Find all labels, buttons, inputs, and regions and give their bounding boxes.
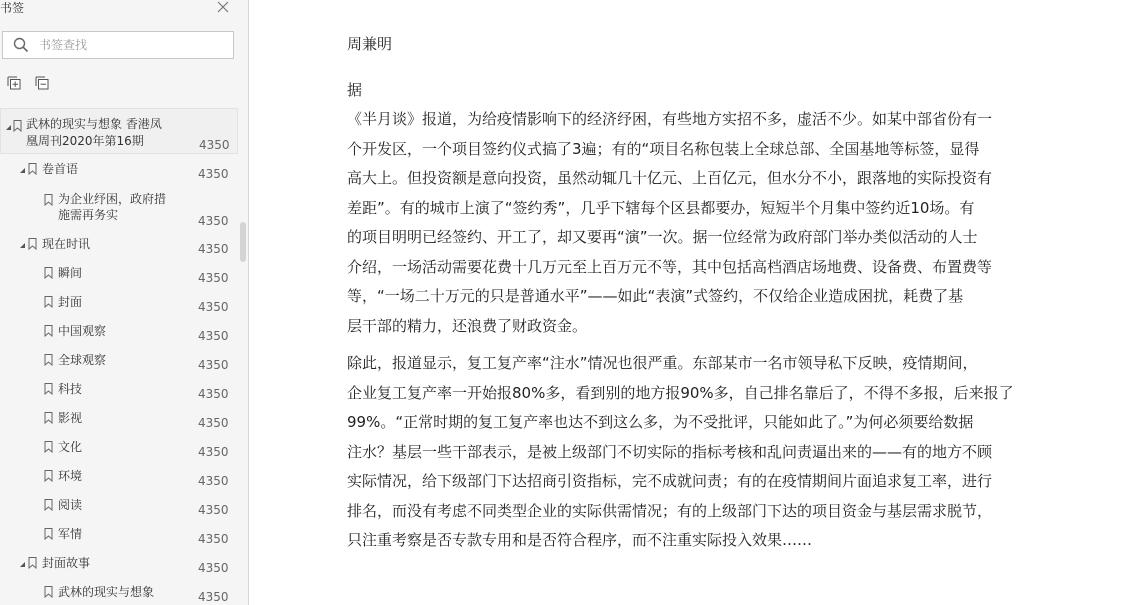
bookmark-item-cover-story[interactable] [0, 554, 238, 576]
bookmark-page-number: 4350 [198, 300, 229, 314]
bookmark-label: 封面故事 [42, 556, 91, 570]
bookmark-page-number: 4350 [198, 532, 229, 546]
bookmark-icon [44, 499, 53, 511]
bookmark-label: 瞬间 [58, 266, 83, 280]
expanded-arrow-icon[interactable] [4, 123, 12, 131]
bookmark-label: 影视 [58, 411, 83, 425]
bookmark-page-number: 4350 [198, 445, 229, 459]
bookmark-page-number: 4350 [198, 167, 229, 181]
bookmark-page-number: 4350 [198, 271, 229, 285]
bookmark-label: 环境 [58, 469, 83, 483]
bookmark-label: 封面 [58, 295, 83, 309]
bookmark-page-number: 4350 [198, 561, 229, 575]
bookmark-page-number: 4350 [198, 387, 229, 401]
bookmark-item-culture[interactable] [0, 438, 238, 460]
bookmark-icon [44, 194, 53, 206]
text-line: 注水？基层一些干部表示，是被上级部门不切实际的指标考核和乱问责逼出来的——有的地方不顾 [347, 442, 993, 461]
text-line: 99%。“正常时期的复工复产率也达不到这么多，为不受批评，只能如此了。”为何必须要给数据 [347, 413, 974, 431]
bookmark-panel [0, 0, 249, 605]
bookmark-icon [44, 470, 53, 482]
bookmark-icon [44, 441, 53, 453]
bookmark-item-moment[interactable] [0, 264, 238, 286]
bookmark-label: 全球观察 [58, 353, 107, 367]
bookmark-page-number: 4350 [198, 214, 229, 228]
bookmark-label: 施需再务实 [58, 208, 119, 222]
bookmark-page-number: 4350 [198, 503, 229, 517]
bookmark-icon [44, 296, 53, 308]
bookmark-icon [13, 120, 22, 132]
expanded-arrow-icon[interactable] [18, 166, 26, 174]
text-line: 除此，报道显示，复工复产率“注水”情况也很严重。东部某市一名市领导私下反映，疫情期间， [347, 354, 978, 372]
bookmark-label: 为企业纾困，政府措 [58, 192, 167, 206]
bookmark-panel-title: 书签 [0, 1, 25, 15]
bookmark-icon [28, 238, 37, 250]
bookmark-item-juanshouyu[interactable] [0, 160, 238, 182]
search-icon [13, 37, 29, 53]
bookmark-icon [28, 557, 37, 569]
bookmark-page-number: 4350 [198, 358, 229, 372]
bookmark-icon [44, 383, 53, 395]
bookmark-label: 武林的现实与想象 [58, 585, 155, 599]
bookmark-icon [28, 163, 37, 175]
text-line: 企业复工复产率一开始报80%多，看到别的地方报90%多，自己排名靠后了，不得不多报，后来报了 [347, 383, 1014, 402]
bookmark-search-box[interactable] [2, 31, 234, 59]
bookmark-label: 武林的现实与想象 香港凤 [26, 117, 162, 131]
bookmark-item-film[interactable] [0, 409, 238, 431]
close-icon[interactable] [216, 0, 230, 14]
bookmark-item-china-observe[interactable] [0, 322, 238, 344]
bookmark-page-number: 4350 [198, 242, 229, 256]
text-line: 介绍，一场活动需要花费十几万元至上百万元不等，其中包括高档酒店场地费、设备费、布置费等 [347, 257, 993, 276]
expanded-arrow-icon[interactable] [18, 241, 26, 249]
bookmark-item-environment[interactable] [0, 467, 238, 489]
bookmark-page-number: 4350 [199, 138, 230, 152]
bookmark-item-cover[interactable] [0, 293, 238, 315]
paragraph-1 [347, 76, 1047, 342]
bookmark-item-root[interactable] [0, 108, 238, 154]
bookmark-label: 中国观察 [58, 324, 107, 338]
collapse-all-icon[interactable] [35, 76, 49, 90]
bookmark-icon [44, 267, 53, 279]
bookmark-icon [44, 528, 53, 540]
bookmark-icon [44, 354, 53, 366]
text-line: 据 [347, 80, 363, 99]
bookmark-page-number: 4350 [198, 416, 229, 430]
bookmark-label: 卷首语 [42, 162, 79, 176]
bookmark-search-input[interactable] [37, 37, 221, 53]
bookmark-label: 现在时讯 [42, 237, 91, 251]
article-author: 周兼明 [347, 35, 393, 53]
bookmark-page-number: 4350 [198, 474, 229, 488]
bookmark-label: 科技 [58, 382, 83, 396]
bookmark-item-global-observe[interactable] [0, 351, 238, 373]
bookmark-item-tech[interactable] [0, 380, 238, 402]
text-line: 高大上。但投资额是意向投资，虽然动辄几十亿元、上百亿元，但水分不小，跟落地的实际投资有 [347, 169, 993, 187]
bookmark-item-enterprise-relief[interactable] [0, 188, 238, 232]
bookmark-item-military[interactable] [0, 525, 238, 547]
text-line: 《半月谈》报道，为给疫情影响下的经济纾困，有些地方实招不多，虚活不少。如某中部省份有一 [347, 110, 993, 128]
bookmark-item-reading[interactable] [0, 496, 238, 518]
text-line: 排名，而没有考虑不同类型企业的实际供需情况；有的上级部门下达的项目资金与基层需求脱节， [347, 501, 993, 520]
bookmark-label: 阅读 [58, 498, 83, 512]
text-line: 的项目明明已经签约、开工了，却又要再“演”一次。据一位经常为政府部门举办类似活动的人士 [347, 228, 978, 246]
bookmark-label: 凰周刊2020年第16期 [26, 134, 144, 148]
document-content [347, 30, 1047, 556]
bookmark-icon [44, 325, 53, 337]
bookmark-item-current-news[interactable] [0, 235, 238, 257]
text-line: 实际情况，给下级部门下达招商引资指标，完不成就问责；有的在疫情期间片面追求复工率，进行 [347, 472, 993, 490]
text-line: 只注重考察是否专款专用和是否符合程序，而不注重实际投入效果…… [347, 531, 813, 549]
expand-all-icon[interactable] [7, 76, 21, 90]
bookmark-label: 军情 [58, 527, 83, 541]
text-line: 层干部的精力，还浪费了财政资金。 [347, 316, 588, 335]
paragraph-2 [347, 349, 1047, 556]
bookmark-icon [44, 412, 53, 424]
bookmark-label: 文化 [58, 440, 83, 454]
bookmark-item-wulin[interactable] [0, 583, 238, 605]
bookmark-page-number: 4350 [198, 590, 229, 604]
text-line: 差距”。有的城市上演了“签约秀”，几乎下辖每个区县都要办，短短半个月集中签约近10场。有 [347, 198, 975, 217]
bookmark-page-number: 4350 [198, 329, 229, 343]
expanded-arrow-icon[interactable] [18, 560, 26, 568]
sidebar-scrollbar[interactable] [240, 222, 246, 262]
text-line: 等，“一场二十万元的只是普通水平”——如此“表演”式签约，不仅给企业造成困扰，耗费了基 [347, 287, 964, 305]
text-line: 个开发区，一个项目签约仪式搞了3遍；有的“项目名称包装上全球总部、全国基地等标签，显得 [347, 139, 980, 158]
bookmark-icon [44, 586, 53, 598]
